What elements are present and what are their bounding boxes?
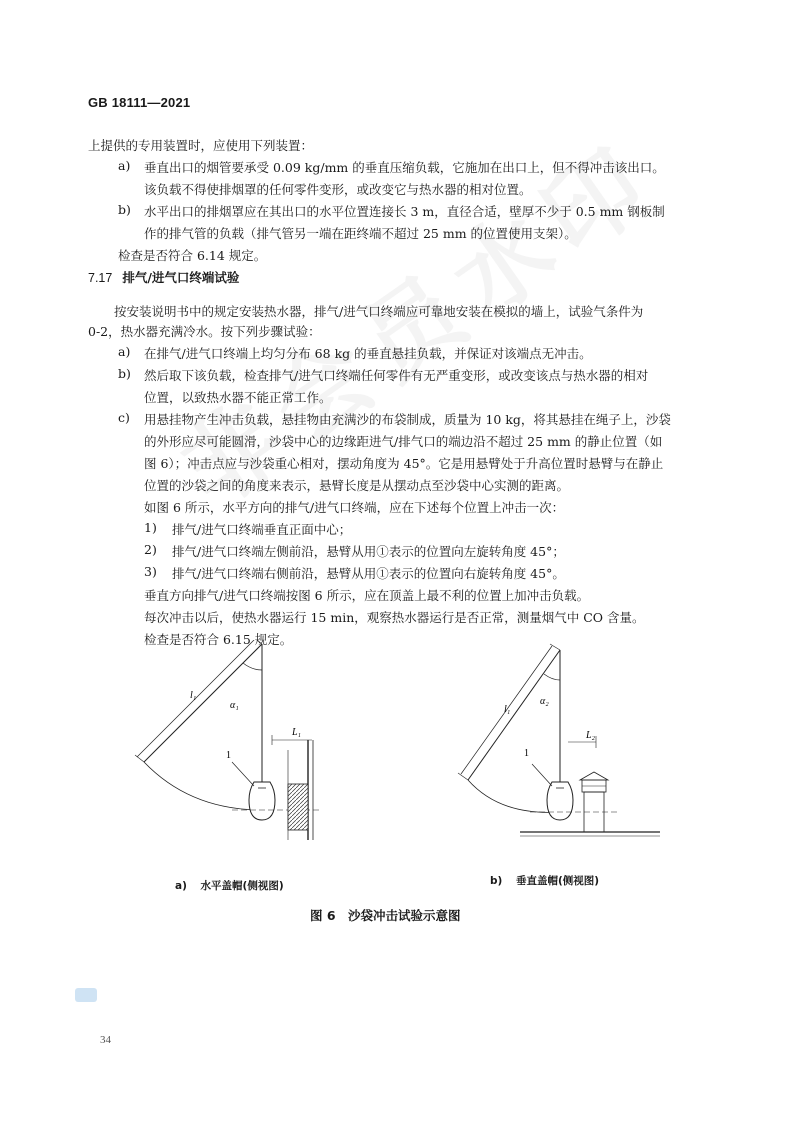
label-alpha2: α₂ — [540, 696, 549, 707]
caption-a-text: 水平盖帽(侧视图) — [200, 880, 284, 892]
page-number: 34 — [100, 1034, 111, 1046]
check-line: 检查是否符合 6.14 规定。 — [118, 248, 267, 263]
list-item-text: 图 6）；冲击点应与沙袋重心相对，摆动角度为 45°。它是用悬臂处于升高位置时悬臂与在静止 — [144, 456, 664, 471]
cap-block — [288, 784, 308, 830]
list-item-text: 如图 6 所示，水平方向的排气/进气口终端，应在下述每个位置上冲击一次： — [144, 500, 565, 515]
sub-item-text: 排气/进气口终端左侧前沿，悬臂从用①表示的位置向左旋转角度 45°； — [172, 544, 565, 559]
label-L2: L₂ — [586, 730, 596, 741]
caption-b-label: b) — [490, 875, 503, 887]
label-l1-a: l₁ — [190, 690, 197, 701]
figure-title: 图 6 沙袋冲击试验示意图 — [310, 908, 461, 923]
list-label: c) — [118, 410, 130, 425]
list-item-text: 位置，以致热水器不能正常工作。 — [144, 390, 332, 405]
list-item-text: 然后取下该负载，检查排气/进气口终端任何零件有无严重变形，或改变该点与热水器的相对 — [144, 368, 649, 383]
list-item-text: 垂直方向排气/进气口终端按图 6 所示，应在顶盖上最不利的位置上加冲击负载。 — [144, 588, 590, 603]
section-heading — [88, 268, 239, 286]
list-label: b) — [118, 366, 131, 381]
publisher-logo-mark — [75, 988, 97, 1002]
label-l1-b: l₁ — [504, 704, 511, 715]
label-alpha1: α₁ — [230, 700, 239, 711]
list-label: a) — [118, 344, 131, 359]
sub-item-text: 排气/进气口终端右侧前沿，悬臂从用①表示的位置向右旋转角度 45°。 — [172, 566, 565, 581]
sandbag-impact-diagram — [120, 640, 660, 880]
label-1-leader — [532, 764, 552, 786]
list-item-text: 作的排气管的负载（排气管另一端在距终端不超过 25 mm 的位置使用支架）。 — [144, 226, 577, 241]
list-item-text: 该负载不得使排烟罩的任何零件变形，或改变它与热水器的相对位置。 — [144, 182, 532, 197]
raised-arm-line — [468, 650, 560, 780]
label-1-b: 1 — [524, 748, 529, 759]
caption-a-label: a) — [175, 880, 187, 892]
caption-b — [490, 873, 599, 888]
vertical-cap — [580, 772, 608, 780]
check-line: 检查是否符合 6.15 规定。 — [144, 632, 293, 647]
swing-arc — [144, 762, 262, 810]
caption-a — [175, 878, 284, 893]
sub-label: 2) — [144, 542, 157, 557]
sub-label: 3) — [144, 564, 157, 579]
section-number: 7.17 — [88, 271, 113, 285]
list-label: b) — [118, 202, 131, 217]
list-item-text: 水平出口的排烟罩应在其出口的水平位置连接长 3 m，直径合适，壁厚不少于 0.5 mm 钢板制 — [144, 204, 665, 219]
label-1-leader — [232, 762, 254, 786]
figure-part-b — [458, 644, 660, 836]
label-L1: L₁ — [292, 727, 302, 738]
caption-b-text: 垂直盖帽(侧视图) — [515, 875, 600, 887]
swing-arc — [468, 780, 560, 812]
list-label: a) — [118, 158, 131, 173]
angle-arc — [243, 663, 262, 670]
list-item-text: 垂直出口的烟管要承受 0.09 kg/mm 的垂直压缩负载，它施加在出口上，但不得冲击该出口。 — [144, 160, 665, 175]
list-item-text: 位置的沙袋之间的角度来表示，悬臂长度是从摆动点至沙袋中心实测的距离。 — [144, 478, 570, 493]
list-item-text: 每次冲击以后，使热水器运行 15 min，观察热水器运行是否正常，测量烟气中 CO 含量。 — [144, 610, 645, 625]
paragraph-line: 按安装说明书中的规定安装热水器，排气/进气口终端应可靠地安装在模拟的墙上，试验气条件为 — [114, 304, 644, 319]
angle-arc — [544, 674, 560, 680]
list-item-text: 的外形应尽可能圆滑，沙袋中心的边缘距进气/排气口的端边沿不超过 25 mm 的静止位置（如 — [144, 434, 663, 449]
paragraph-line: 0-2，热水器充满冷水。按下列步骤试验： — [88, 324, 321, 339]
sub-label: 1) — [144, 520, 157, 535]
sub-item-text: 排气/进气口终端垂直正面中心； — [172, 522, 352, 537]
list-item-text: 在排气/进气口终端上均匀分布 68 kg 的垂直悬挂负载，并保证对该端点无冲击。 — [144, 346, 592, 361]
figure-part-a — [135, 640, 320, 840]
intro-line: 上提供的专用装置时，应使用下列装置： — [88, 138, 314, 153]
label-1-a: 1 — [226, 750, 231, 761]
list-item-text: 用悬挂物产生冲击负载，悬挂物由充满沙的布袋制成，质量为 10 kg，将其悬挂在绳子上，沙袋 — [144, 412, 671, 427]
raised-arm-line — [144, 644, 262, 762]
section-title: 排气/进气口终端试验 — [122, 270, 240, 285]
standard-code: GB 18111—2021 — [88, 95, 191, 110]
